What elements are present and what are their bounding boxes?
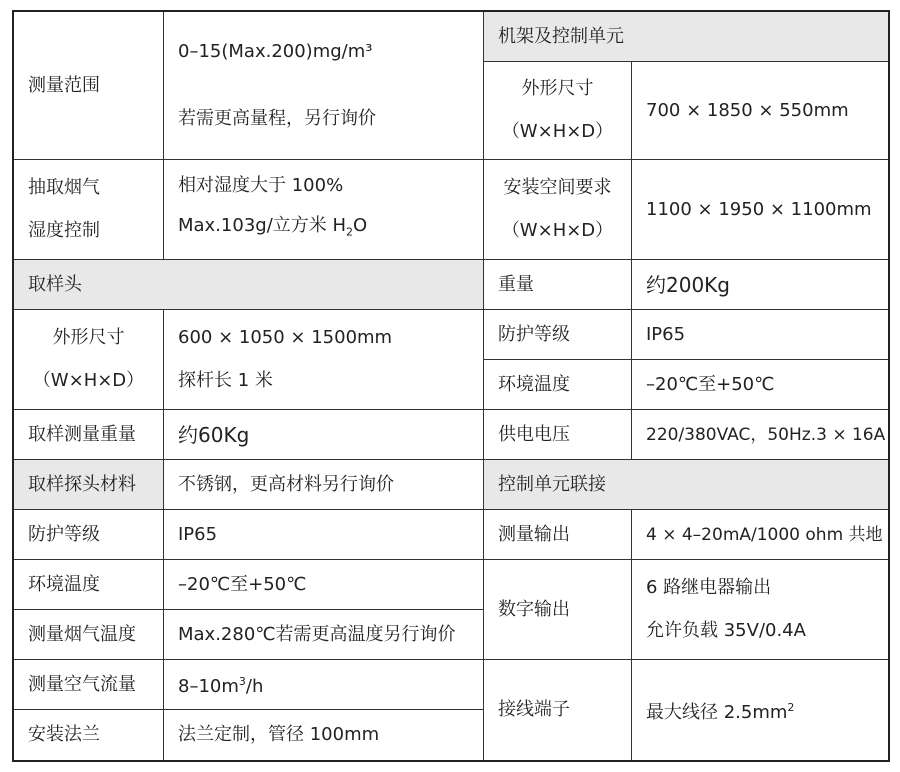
flue-temp-label: 测量烟气温度 — [28, 623, 136, 645]
rack-weight-label: 重量 — [498, 273, 534, 295]
airflow-label-cell — [14, 660, 164, 710]
digital-label: 数字输出 — [498, 598, 570, 620]
power-label: 供电电压 — [498, 423, 570, 445]
rack-dim-label-cell — [484, 62, 632, 160]
output-label: 测量输出 — [498, 523, 570, 545]
airflow-value-superscript: 3 — [238, 675, 246, 688]
airflow-value-suffix: /h — [245, 676, 264, 697]
material-label-cell — [14, 460, 164, 510]
rack-header — [484, 12, 888, 62]
measure-range-label: 测量范围 — [28, 74, 100, 96]
right-protection-value: IP65 — [646, 323, 686, 345]
left-protection-label: 防护等级 — [28, 523, 100, 545]
control-header-title: 控制单元联接 — [498, 473, 606, 495]
left-ambient-value: –20℃至+50℃ — [178, 573, 307, 595]
humidity-label-2: 湿度控制 — [28, 220, 100, 242]
humidity-line2-suffix: O — [353, 215, 368, 237]
output-value: 4 × 4–20mA/1000 ohm 共地 — [646, 524, 883, 545]
sampling-head-header — [14, 260, 484, 310]
terminal-label: 接线端子 — [498, 699, 570, 720]
space-label-2: （W×H×D） — [501, 220, 614, 242]
terminal-value — [646, 695, 874, 726]
digital-label-cell — [484, 560, 632, 660]
left-ambient-label-cell — [14, 560, 164, 610]
left-protection-label-cell — [14, 510, 164, 560]
rack-dim-value-cell — [632, 62, 888, 160]
digital-value-cell — [632, 560, 888, 660]
left-protection-value-cell — [164, 510, 484, 560]
sampling-head-title: 取样头 — [28, 273, 82, 295]
space-label-1: 安装空间要求 — [503, 176, 612, 198]
spec-table — [12, 10, 890, 762]
sampling-weight-label: 取样测量重量 — [28, 423, 136, 445]
flange-value: 法兰定制，管径 100mm — [178, 724, 380, 745]
rack-dim-value: 700 × 1850 × 550mm — [646, 99, 849, 121]
rack-dim-label-1: 外形尺寸 — [521, 78, 594, 100]
humidity-line2 — [178, 213, 469, 246]
material-label: 取样探头材料 — [28, 473, 136, 495]
left-ambient-label: 环境温度 — [28, 573, 100, 595]
right-protection-label-cell — [484, 310, 632, 360]
material-value: 不锈钢，更高材料另行询价 — [178, 473, 394, 495]
humidity-label-1: 抽取烟气 — [28, 176, 100, 198]
terminal-value-superscript: 2 — [787, 700, 795, 714]
sampling-dim-line2: 探杆长 1 米 — [178, 370, 273, 392]
sampling-dim-label-2: （W×H×D） — [32, 370, 145, 392]
space-label-cell — [484, 160, 632, 260]
output-value-cell — [632, 510, 888, 560]
right-ambient-value-cell — [632, 360, 888, 410]
output-label-cell — [484, 510, 632, 560]
power-label-cell — [484, 410, 632, 460]
rack-weight-value: 约200Kg — [646, 272, 730, 297]
humidity-value-cell — [164, 160, 484, 260]
measure-range-value-cell — [164, 12, 484, 160]
airflow-value-cell — [164, 660, 484, 710]
space-value: 1100 × 1950 × 1100mm — [646, 198, 872, 220]
right-ambient-value: –20℃至+50℃ — [646, 373, 775, 395]
sampling-weight-label-cell — [14, 410, 164, 460]
rack-weight-label-cell — [484, 260, 632, 310]
rack-weight-value-cell — [632, 260, 888, 310]
measure-range-label-cell — [14, 12, 164, 160]
terminal-label-cell — [484, 660, 632, 760]
terminal-value-text: 最大线径 2.5mm — [646, 701, 788, 723]
right-protection-label: 防护等级 — [498, 323, 570, 345]
sampling-dim-label-cell — [14, 310, 164, 410]
power-value: 220/380VAC，50Hz.3 × 16A — [646, 424, 886, 445]
sampling-dim-value-cell — [164, 310, 484, 410]
airflow-label: 测量空气流量 — [28, 673, 136, 695]
flange-label: 安装法兰 — [28, 724, 100, 745]
airflow-value — [178, 669, 469, 700]
measure-range-line2: 若需更高量程，另行询价 — [178, 108, 376, 130]
digital-line1: 6 路继电器输出 — [646, 576, 772, 598]
digital-line2: 允许负载 35V/0.4A — [646, 620, 806, 642]
material-value-cell — [164, 460, 484, 510]
humidity-line1: 相对湿度大于 100% — [178, 175, 344, 197]
left-ambient-value-cell — [164, 560, 484, 610]
flue-temp-value-cell — [164, 610, 484, 660]
measure-range-line1: 0–15(Max.200)mg/m³ — [178, 40, 373, 62]
control-header — [484, 460, 888, 510]
rack-dim-label-2: （W×H×D） — [501, 120, 614, 142]
space-value-cell — [632, 160, 888, 260]
power-value-cell — [632, 410, 888, 460]
sampling-dim-label-1: 外形尺寸 — [52, 326, 125, 348]
airflow-value-text: 8–10m — [178, 676, 239, 697]
flange-value-cell — [164, 710, 484, 760]
rack-header-title: 机架及控制单元 — [498, 25, 624, 47]
flange-label-cell — [14, 710, 164, 760]
humidity-line2-subscript: 2 — [346, 225, 354, 239]
sampling-weight-value-cell — [164, 410, 484, 460]
left-protection-value: IP65 — [178, 523, 218, 545]
sampling-dim-line1: 600 × 1050 × 1500mm — [178, 326, 393, 348]
right-ambient-label: 环境温度 — [498, 373, 570, 395]
humidity-line2-text: Max.103g/立方米 H — [178, 215, 347, 237]
flue-temp-value: Max.280℃若需更高温度另行询价 — [178, 623, 456, 645]
flue-temp-label-cell — [14, 610, 164, 660]
right-ambient-label-cell — [484, 360, 632, 410]
terminal-value-cell — [632, 660, 888, 760]
sampling-weight-value: 约60Kg — [178, 422, 250, 447]
right-protection-value-cell — [632, 310, 888, 360]
humidity-label-cell — [14, 160, 164, 260]
